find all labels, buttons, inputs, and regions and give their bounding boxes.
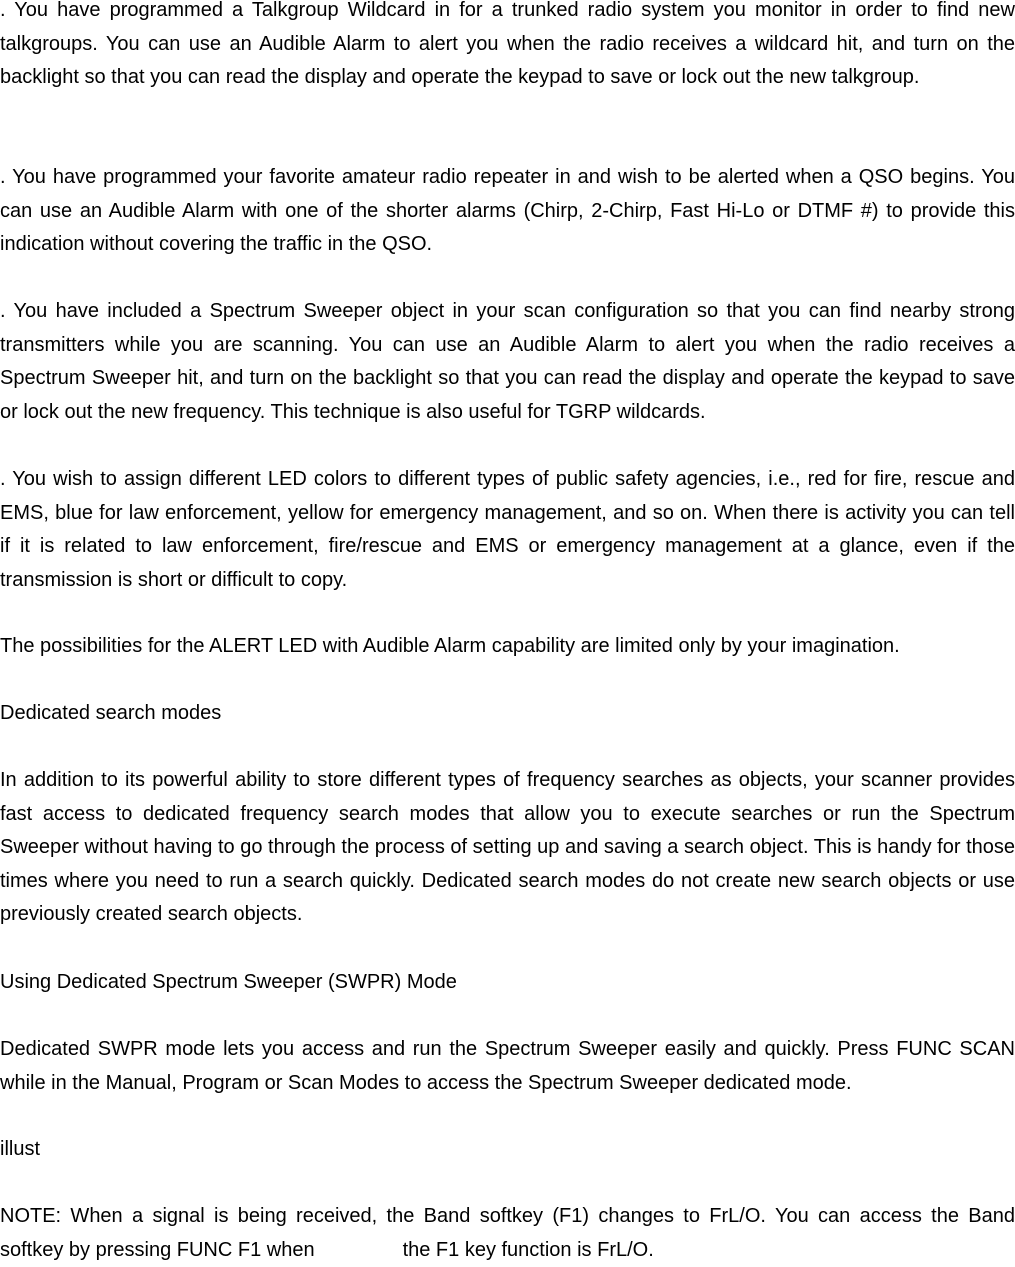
note-text-part2: the F1 key function is FrL/O.	[402, 1238, 654, 1261]
paragraph-talkgroup-wildcard: . You have programmed a Talkgroup Wildcard in for a trunked radio system you monitor in order to find new talkgroups. You can use an Audible Alarm to alert you when the radio receives a wildcard hit, and turn on the backlight so that you can read the display and operate the keypad to save or lock out the new talkgroup.	[0, 0, 1015, 89]
heading-swpr-mode: Using Dedicated Spectrum Sweeper (SWPR) Mode	[0, 971, 457, 993]
paragraph-led-colors: . You wish to assign different LED colors to different types of public safety agencies, i.e., red for fire, rescue and EMS, blue for law enforcement, yellow for emergency management, and so on. When there is activity you can tell if it is related to law enforcement, fire/rescue and EMS or emergency management at a glance, even if the transmission is short or difficult to copy.	[0, 468, 1015, 591]
note-text-part1: NOTE: When a signal is being received, the Band softkey (F1) changes to FrL/O. You can access the Band softkey by pressing FUNC F1 when	[0, 1205, 1015, 1261]
heading-dedicated-search-modes: Dedicated search modes	[0, 702, 222, 724]
paragraph-possibilities: The possibilities for the ALERT LED with Audible Alarm capability are limited only by your imagination.	[0, 635, 900, 657]
paragraph-swpr-description: Dedicated SWPR mode lets you access and run the Spectrum Sweeper easily and quickly. Press FUNC SCAN while in the Manual, Program or Scan Modes to access the Spectrum Sweeper dedicated mode.	[0, 1038, 1015, 1094]
paragraph-note	[0, 1200, 1015, 1267]
illustration-placeholder: illust	[0, 1138, 41, 1160]
paragraph-spectrum-sweeper: . You have included a Spectrum Sweeper object in your scan configuration so that you can find nearby strong transmitters while you are scanning. You can use an Audible Alarm to alert you when the radio receives a Spectrum Sweeper hit, and turn on the backlight so that you can read the display and operate the keypad to save or lock out the new frequency. This technique is also useful for TGRP wildcards.	[0, 300, 1015, 423]
paragraph-amateur-repeater: . You have programmed your favorite amateur radio repeater in and wish to be alerted when a QSO begins. You can use an Audible Alarm with one of the shorter alarms (Chirp, 2-Chirp, Fast Hi-Lo or DTMF #) to provide this indication without covering the traffic in the QSO.	[0, 166, 1015, 256]
paragraph-dedicated-search: In addition to its powerful ability to store different types of frequency searches as objects, your scanner provides fast access to dedicated frequency search modes that allow you to execute searches or run the Spectrum Sweeper without having to go through the process of setting up and saving a search object. This is handy for those times where you need to run a search quickly. Dedicated search modes do not create new search objects or use previously created search objects.	[0, 769, 1015, 926]
